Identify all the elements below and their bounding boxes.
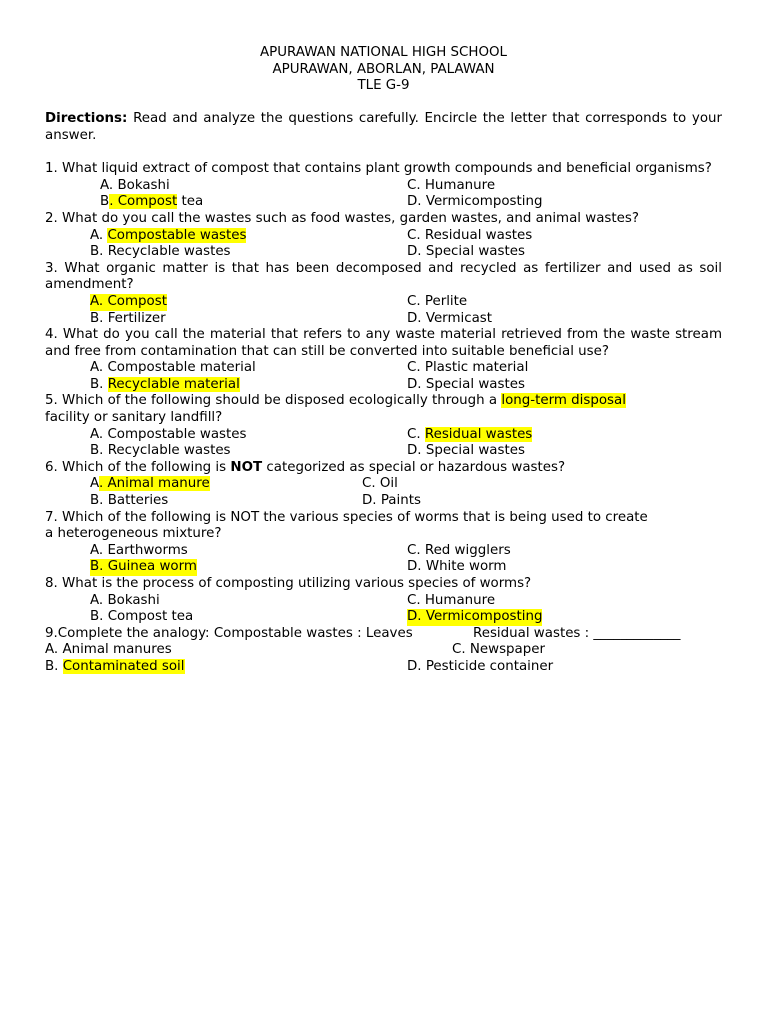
question-8-text: 8. What is the process of composting utilizing various species of worms? xyxy=(45,576,532,591)
question-7-text-line2: a heterogeneous mixture? xyxy=(45,526,222,542)
question-5-choices-row1 xyxy=(45,427,722,444)
question-4-choices-row1 xyxy=(45,360,722,377)
question-8-choices-row2 xyxy=(45,609,722,626)
question-8-choice-b[interactable]: B. Compost tea xyxy=(90,609,194,625)
question-2-choice-a[interactable]: A. Compostable wastes xyxy=(90,227,247,243)
question-8-choice-a[interactable]: A. Bokashi xyxy=(90,592,160,608)
question-2-choice-b[interactable]: B. Recyclable wastes xyxy=(90,244,231,260)
question-5-choice-c[interactable]: C. Residual wastes xyxy=(407,426,533,442)
question-6-choice-c[interactable]: C. Oil xyxy=(362,476,398,492)
question-1-choice-c[interactable]: C. Humanure xyxy=(407,177,496,193)
question-3-text: 3. What organic matter is that has been decomposed and recycled as fertilizer and used as soil amendment? xyxy=(45,260,722,293)
question-1-choice-d[interactable]: D. Vermicomposting xyxy=(407,194,543,210)
text-highlight: long-term disposal xyxy=(501,393,626,409)
question-9-choice-a[interactable]: A. Animal manures xyxy=(45,642,172,658)
question-4-choice-d[interactable]: D. Special wastes xyxy=(407,376,525,392)
question-2-text: 2. What do you call the wastes such as food wastes, garden wastes, and animal wastes? xyxy=(45,210,639,226)
question-9-choices-row2 xyxy=(45,659,722,676)
question-7-choice-c[interactable]: C. Red wigglers xyxy=(407,542,511,558)
question-9-text-left: 9.Complete the analogy: Compostable wastes : Leaves xyxy=(45,625,413,641)
question-9-choices-row1 xyxy=(45,642,722,659)
answer-highlight: Contaminated soil xyxy=(62,658,185,674)
question-1-choices-row2 xyxy=(45,194,722,211)
question-1-choice-b[interactable]: B. Compost tea xyxy=(100,194,204,210)
question-9-text xyxy=(45,626,722,643)
question-8-choice-c[interactable]: C. Humanure xyxy=(407,592,496,608)
question-7-choice-d[interactable]: D. White worm xyxy=(407,559,507,575)
emphasis-not: NOT xyxy=(230,459,263,475)
question-1-choices-row1 xyxy=(45,178,722,195)
question-3-choice-d[interactable]: D. Vermicast xyxy=(407,310,493,326)
question-5-text: 5. Which of the following should be disposed ecologically through a long-term disposal xyxy=(45,393,626,409)
worksheet-content xyxy=(45,45,722,676)
question-9-choice-b[interactable]: B. Contaminated soil xyxy=(45,658,185,674)
question-2-choices-row2 xyxy=(45,244,722,261)
subject-title: TLE G-9 xyxy=(357,78,410,94)
question-3-choices-row2 xyxy=(45,311,722,328)
question-6-choice-b[interactable]: B. Batteries xyxy=(90,493,169,509)
answer-highlight: Recyclable material xyxy=(107,376,240,392)
question-2-choice-c[interactable]: C. Residual wastes xyxy=(407,227,533,243)
answer-highlight: . Animal manure xyxy=(98,476,210,492)
question-8-choice-d[interactable]: D. Vermicomposting xyxy=(407,609,543,625)
question-5-choice-b[interactable]: B. Recyclable wastes xyxy=(90,443,231,459)
question-6-choices-row1 xyxy=(45,476,722,493)
document-header xyxy=(45,45,722,95)
question-1-text: 1. What liquid extract of compost that contains plant growth compounds and beneficial organisms? xyxy=(45,161,712,177)
directions-label: Directions: xyxy=(45,111,128,127)
question-4-choice-b[interactable]: B. Recyclable material xyxy=(90,376,240,392)
question-1-choice-a[interactable]: A. Bokashi xyxy=(100,177,170,193)
question-5-choice-d[interactable]: D. Special wastes xyxy=(407,443,525,459)
question-7-choice-b[interactable]: B. Guinea worm xyxy=(90,559,197,575)
question-4-choice-c[interactable]: C. Plastic material xyxy=(407,360,529,376)
answer-highlight: Residual wastes xyxy=(424,426,533,442)
question-2-choice-d[interactable]: D. Special wastes xyxy=(407,244,525,260)
school-address: APURAWAN, ABORLAN, PALAWAN xyxy=(272,61,495,77)
school-name: APURAWAN NATIONAL HIGH SCHOOL xyxy=(259,45,508,60)
question-3-choices-row1 xyxy=(45,294,722,311)
question-6-choices-row2 xyxy=(45,493,722,510)
question-9-text-right: Residual wastes : _____________ xyxy=(473,625,681,641)
question-6-choice-a[interactable]: A. Animal manure xyxy=(90,476,210,492)
question-3-choice-b[interactable]: B. Fertilizer xyxy=(90,310,166,326)
question-7-choices-row1 xyxy=(45,543,722,560)
directions-text: Read and analyze the questions carefully. Encircle the letter that corresponds to your answer. xyxy=(45,111,722,143)
question-7-text: 7. Which of the following is NOT the various species of worms that is being used to create xyxy=(45,509,648,525)
question-5-choices-row2 xyxy=(45,443,722,460)
question-5-choice-a[interactable]: A. Compostable wastes xyxy=(90,426,247,442)
answer-highlight: . Compost xyxy=(109,194,178,210)
question-3-choice-a[interactable]: A. Compost xyxy=(90,293,167,309)
directions xyxy=(45,111,722,144)
question-2-choices-row1 xyxy=(45,228,722,245)
question-5-text-line2: facility or sanitary landfill? xyxy=(45,410,223,426)
question-7-choices-row2 xyxy=(45,559,722,576)
question-9-choice-c[interactable]: C. Newspaper xyxy=(452,642,545,658)
question-8-choices-row1 xyxy=(45,593,722,610)
question-4-choice-a[interactable]: A. Compostable material xyxy=(90,360,256,376)
question-6-text: 6. Which of the following is NOT categorized as special or hazardous wastes? xyxy=(45,459,566,475)
question-9-choice-d[interactable]: D. Pesticide container xyxy=(407,658,554,674)
question-4-text: 4. What do you call the material that refers to any waste material retrieved from the waste stream and free from contamination that can still be converted into suitable beneficial use? xyxy=(45,327,722,359)
question-4-choices-row2 xyxy=(45,377,722,394)
answer-highlight: Compostable wastes xyxy=(107,227,247,243)
question-6-choice-d[interactable]: D. Paints xyxy=(362,493,421,509)
question-7-choice-a[interactable]: A. Earthworms xyxy=(90,542,188,558)
question-3-choice-c[interactable]: C. Perlite xyxy=(407,293,468,309)
